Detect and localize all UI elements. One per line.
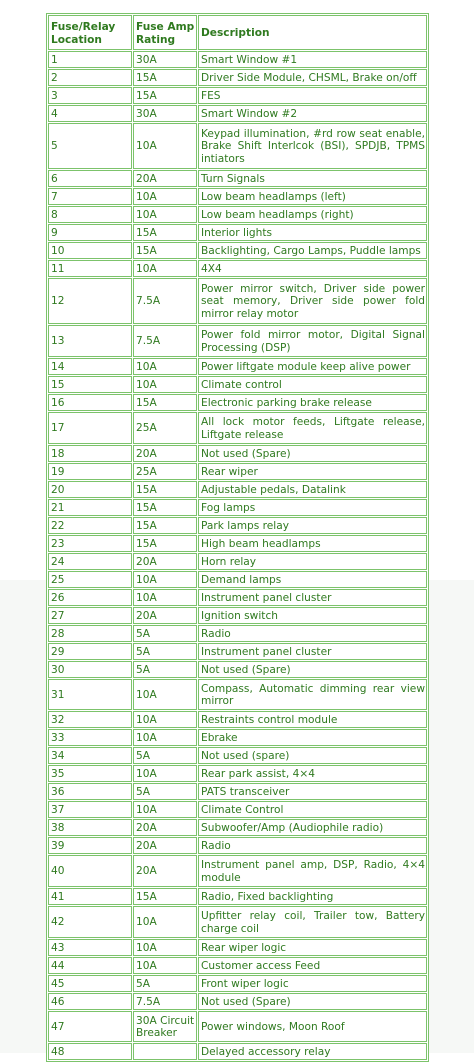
table-row bbox=[48, 412, 427, 444]
cell-location: 47 bbox=[48, 1011, 132, 1042]
cell-amp-rating: 25A bbox=[133, 412, 197, 444]
cell-amp-rating: 20A bbox=[133, 170, 197, 187]
cell-amp-rating: 5A bbox=[133, 661, 197, 678]
cell-amp-rating: 15A bbox=[133, 87, 197, 104]
cell-location: 39 bbox=[48, 837, 132, 854]
cell-description: Not used (spare) bbox=[198, 747, 427, 764]
cell-location: 2 bbox=[48, 69, 132, 86]
cell-location: 48 bbox=[48, 1043, 132, 1060]
cell-amp-rating: 30A bbox=[133, 105, 197, 122]
cell-description: Radio bbox=[198, 837, 427, 854]
cell-amp-rating: 10A bbox=[133, 571, 197, 588]
cell-amp-rating: 7.5A bbox=[133, 993, 197, 1010]
table-row bbox=[48, 711, 427, 728]
cell-amp-rating: 10A bbox=[133, 765, 197, 782]
table-row bbox=[48, 445, 427, 462]
cell-location: 30 bbox=[48, 661, 132, 678]
cell-location: 15 bbox=[48, 376, 132, 393]
cell-description: Low beam headlamps (left) bbox=[198, 188, 427, 205]
cell-amp-rating: 20A bbox=[133, 445, 197, 462]
cell-description: Radio, Fixed backlighting bbox=[198, 888, 427, 905]
table-row bbox=[48, 206, 427, 223]
cell-description: Power liftgate module keep alive power bbox=[198, 358, 427, 375]
cell-amp-rating: 10A bbox=[133, 358, 197, 375]
table-row bbox=[48, 260, 427, 277]
cell-location: 40 bbox=[48, 855, 132, 887]
cell-amp-rating: 7.5A bbox=[133, 325, 197, 357]
cell-description: High beam headlamps bbox=[198, 535, 427, 552]
table-row bbox=[48, 358, 427, 375]
table-row bbox=[48, 607, 427, 624]
table-row bbox=[48, 939, 427, 956]
table-row bbox=[48, 589, 427, 606]
table-row bbox=[48, 51, 427, 68]
cell-location: 16 bbox=[48, 394, 132, 411]
cell-amp-rating: 7.5A bbox=[133, 278, 197, 324]
cell-description: Power windows, Moon Roof bbox=[198, 1011, 427, 1042]
cell-amp-rating: 10A bbox=[133, 679, 197, 710]
cell-amp-rating: 10A bbox=[133, 957, 197, 974]
cell-amp-rating: 15A bbox=[133, 242, 197, 259]
cell-description: Upfitter relay coil, Trailer tow, Battery charge coil bbox=[198, 906, 427, 938]
table-row bbox=[48, 747, 427, 764]
cell-location: 44 bbox=[48, 957, 132, 974]
cell-description: Rear park assist, 4×4 bbox=[198, 765, 427, 782]
cell-description: Instrument panel cluster bbox=[198, 589, 427, 606]
cell-amp-rating: 10A bbox=[133, 711, 197, 728]
table-row bbox=[48, 87, 427, 104]
cell-location: 38 bbox=[48, 819, 132, 836]
cell-location: 26 bbox=[48, 589, 132, 606]
cell-amp-rating: 20A bbox=[133, 837, 197, 854]
cell-amp-rating: 5A bbox=[133, 747, 197, 764]
cell-description: Ebrake bbox=[198, 729, 427, 746]
cell-amp-rating: 30A bbox=[133, 51, 197, 68]
table-row bbox=[48, 1043, 427, 1060]
table-row bbox=[48, 481, 427, 498]
fuse-relay-table bbox=[46, 13, 429, 1062]
cell-location: 27 bbox=[48, 607, 132, 624]
table-row bbox=[48, 1011, 427, 1042]
table-body bbox=[48, 51, 427, 1060]
cell-location: 13 bbox=[48, 325, 132, 357]
cell-location: 25 bbox=[48, 571, 132, 588]
cell-description: Front wiper logic bbox=[198, 975, 427, 992]
table-row bbox=[48, 69, 427, 86]
cell-description: Compass, Automatic dimming rear view mirror bbox=[198, 679, 427, 710]
cell-description: Climate Control bbox=[198, 801, 427, 818]
cell-amp-rating: 15A bbox=[133, 499, 197, 516]
cell-description: Turn Signals bbox=[198, 170, 427, 187]
cell-description: Adjustable pedals, Datalink bbox=[198, 481, 427, 498]
cell-amp-rating: 10A bbox=[133, 939, 197, 956]
cell-location: 43 bbox=[48, 939, 132, 956]
cell-location: 33 bbox=[48, 729, 132, 746]
cell-description: All lock motor feeds, Liftgate release, Liftgate release bbox=[198, 412, 427, 444]
cell-description: Rear wiper logic bbox=[198, 939, 427, 956]
cell-description: Customer access Feed bbox=[198, 957, 427, 974]
table-row bbox=[48, 517, 427, 534]
cell-description: Demand lamps bbox=[198, 571, 427, 588]
cell-location: 11 bbox=[48, 260, 132, 277]
cell-amp-rating: 15A bbox=[133, 888, 197, 905]
table-row bbox=[48, 661, 427, 678]
table-row bbox=[48, 729, 427, 746]
cell-location: 1 bbox=[48, 51, 132, 68]
table-row bbox=[48, 571, 427, 588]
cell-location: 46 bbox=[48, 993, 132, 1010]
cell-description: Fog lamps bbox=[198, 499, 427, 516]
table-row bbox=[48, 170, 427, 187]
cell-description: Instrument panel amp, DSP, Radio, 4×4 module bbox=[198, 855, 427, 887]
cell-location: 4 bbox=[48, 105, 132, 122]
cell-amp-rating: 5A bbox=[133, 643, 197, 660]
table-row bbox=[48, 535, 427, 552]
table-row bbox=[48, 957, 427, 974]
table-row bbox=[48, 765, 427, 782]
table-row bbox=[48, 553, 427, 570]
cell-location: 21 bbox=[48, 499, 132, 516]
cell-amp-rating: 10A bbox=[133, 801, 197, 818]
cell-location: 37 bbox=[48, 801, 132, 818]
table-row bbox=[48, 993, 427, 1010]
cell-description: Not used (Spare) bbox=[198, 993, 427, 1010]
cell-description: Park lamps relay bbox=[198, 517, 427, 534]
cell-description: Delayed accessory relay bbox=[198, 1043, 427, 1060]
cell-location: 24 bbox=[48, 553, 132, 570]
cell-description: PATS transceiver bbox=[198, 783, 427, 800]
table-row bbox=[48, 394, 427, 411]
cell-description: Horn relay bbox=[198, 553, 427, 570]
cell-location: 18 bbox=[48, 445, 132, 462]
cell-description: Ignition switch bbox=[198, 607, 427, 624]
cell-amp-rating: 15A bbox=[133, 224, 197, 241]
cell-location: 35 bbox=[48, 765, 132, 782]
table-row bbox=[48, 463, 427, 480]
header-location: Fuse/Relay Location bbox=[48, 15, 132, 50]
cell-location: 3 bbox=[48, 87, 132, 104]
cell-amp-rating: 20A bbox=[133, 819, 197, 836]
cell-location: 45 bbox=[48, 975, 132, 992]
table-row bbox=[48, 224, 427, 241]
header-description: Description bbox=[198, 15, 427, 50]
table-row bbox=[48, 325, 427, 357]
cell-amp-rating: 10A bbox=[133, 376, 197, 393]
cell-amp-rating: 15A bbox=[133, 69, 197, 86]
table-row bbox=[48, 855, 427, 887]
cell-location: 8 bbox=[48, 206, 132, 223]
cell-location: 28 bbox=[48, 625, 132, 642]
cell-amp-rating: 30A Circuit Breaker bbox=[133, 1011, 197, 1042]
cell-description: Interior lights bbox=[198, 224, 427, 241]
cell-description: Not used (Spare) bbox=[198, 445, 427, 462]
cell-location: 29 bbox=[48, 643, 132, 660]
cell-amp-rating bbox=[133, 1043, 197, 1060]
cell-amp-rating: 10A bbox=[133, 188, 197, 205]
table-row bbox=[48, 819, 427, 836]
cell-location: 9 bbox=[48, 224, 132, 241]
cell-description: Climate control bbox=[198, 376, 427, 393]
cell-amp-rating: 10A bbox=[133, 589, 197, 606]
cell-amp-rating: 10A bbox=[133, 729, 197, 746]
cell-location: 17 bbox=[48, 412, 132, 444]
cell-description: Instrument panel cluster bbox=[198, 643, 427, 660]
table-row bbox=[48, 123, 427, 169]
table-row bbox=[48, 888, 427, 905]
cell-description: Power mirror switch, Driver side power seat memory, Driver side power fold mirror relay motor bbox=[198, 278, 427, 324]
cell-location: 5 bbox=[48, 123, 132, 169]
table-row bbox=[48, 679, 427, 710]
cell-amp-rating: 15A bbox=[133, 481, 197, 498]
cell-description: Electronic parking brake release bbox=[198, 394, 427, 411]
cell-description: Smart Window #2 bbox=[198, 105, 427, 122]
table-row bbox=[48, 499, 427, 516]
cell-location: 22 bbox=[48, 517, 132, 534]
cell-amp-rating: 10A bbox=[133, 123, 197, 169]
cell-description: Not used (Spare) bbox=[198, 661, 427, 678]
table-row bbox=[48, 188, 427, 205]
cell-amp-rating: 15A bbox=[133, 517, 197, 534]
cell-location: 12 bbox=[48, 278, 132, 324]
cell-description: Rear wiper bbox=[198, 463, 427, 480]
cell-amp-rating: 20A bbox=[133, 855, 197, 887]
cell-amp-rating: 15A bbox=[133, 535, 197, 552]
cell-location: 14 bbox=[48, 358, 132, 375]
cell-amp-rating: 15A bbox=[133, 394, 197, 411]
table-row bbox=[48, 278, 427, 324]
cell-location: 41 bbox=[48, 888, 132, 905]
cell-amp-rating: 25A bbox=[133, 463, 197, 480]
cell-amp-rating: 5A bbox=[133, 783, 197, 800]
cell-location: 42 bbox=[48, 906, 132, 938]
cell-location: 7 bbox=[48, 188, 132, 205]
cell-description: Backlighting, Cargo Lamps, Puddle lamps bbox=[198, 242, 427, 259]
cell-amp-rating: 5A bbox=[133, 975, 197, 992]
cell-amp-rating: 5A bbox=[133, 625, 197, 642]
cell-description: Low beam headlamps (right) bbox=[198, 206, 427, 223]
cell-location: 31 bbox=[48, 679, 132, 710]
cell-description: Restraints control module bbox=[198, 711, 427, 728]
table-row bbox=[48, 376, 427, 393]
table-row bbox=[48, 625, 427, 642]
cell-description: FES bbox=[198, 87, 427, 104]
table-row bbox=[48, 975, 427, 992]
cell-amp-rating: 20A bbox=[133, 553, 197, 570]
cell-amp-rating: 10A bbox=[133, 260, 197, 277]
cell-location: 23 bbox=[48, 535, 132, 552]
cell-location: 34 bbox=[48, 747, 132, 764]
cell-description: Power fold mirror motor, Digital Signal Processing (DSP) bbox=[198, 325, 427, 357]
cell-location: 36 bbox=[48, 783, 132, 800]
cell-description: Smart Window #1 bbox=[198, 51, 427, 68]
cell-description: 4X4 bbox=[198, 260, 427, 277]
cell-location: 19 bbox=[48, 463, 132, 480]
table-row bbox=[48, 783, 427, 800]
cell-location: 6 bbox=[48, 170, 132, 187]
cell-amp-rating: 20A bbox=[133, 607, 197, 624]
cell-location: 32 bbox=[48, 711, 132, 728]
cell-description: Driver Side Module, CHSML, Brake on/off bbox=[198, 69, 427, 86]
table-row bbox=[48, 643, 427, 660]
cell-description: Subwoofer/Amp (Audiophile radio) bbox=[198, 819, 427, 836]
cell-amp-rating: 10A bbox=[133, 906, 197, 938]
table-header-row bbox=[48, 15, 427, 50]
cell-description: Radio bbox=[198, 625, 427, 642]
header-amp-rating: Fuse Amp Rating bbox=[133, 15, 197, 50]
cell-description: Keypad illumination, #rd row seat enable, Brake Shift Interlcok (BSI), SPDJB, TPMS intiators bbox=[198, 123, 427, 169]
table-row bbox=[48, 801, 427, 818]
cell-amp-rating: 10A bbox=[133, 206, 197, 223]
table-row bbox=[48, 837, 427, 854]
table-row bbox=[48, 906, 427, 938]
table-row bbox=[48, 105, 427, 122]
table-row bbox=[48, 242, 427, 259]
cell-location: 10 bbox=[48, 242, 132, 259]
cell-location: 20 bbox=[48, 481, 132, 498]
